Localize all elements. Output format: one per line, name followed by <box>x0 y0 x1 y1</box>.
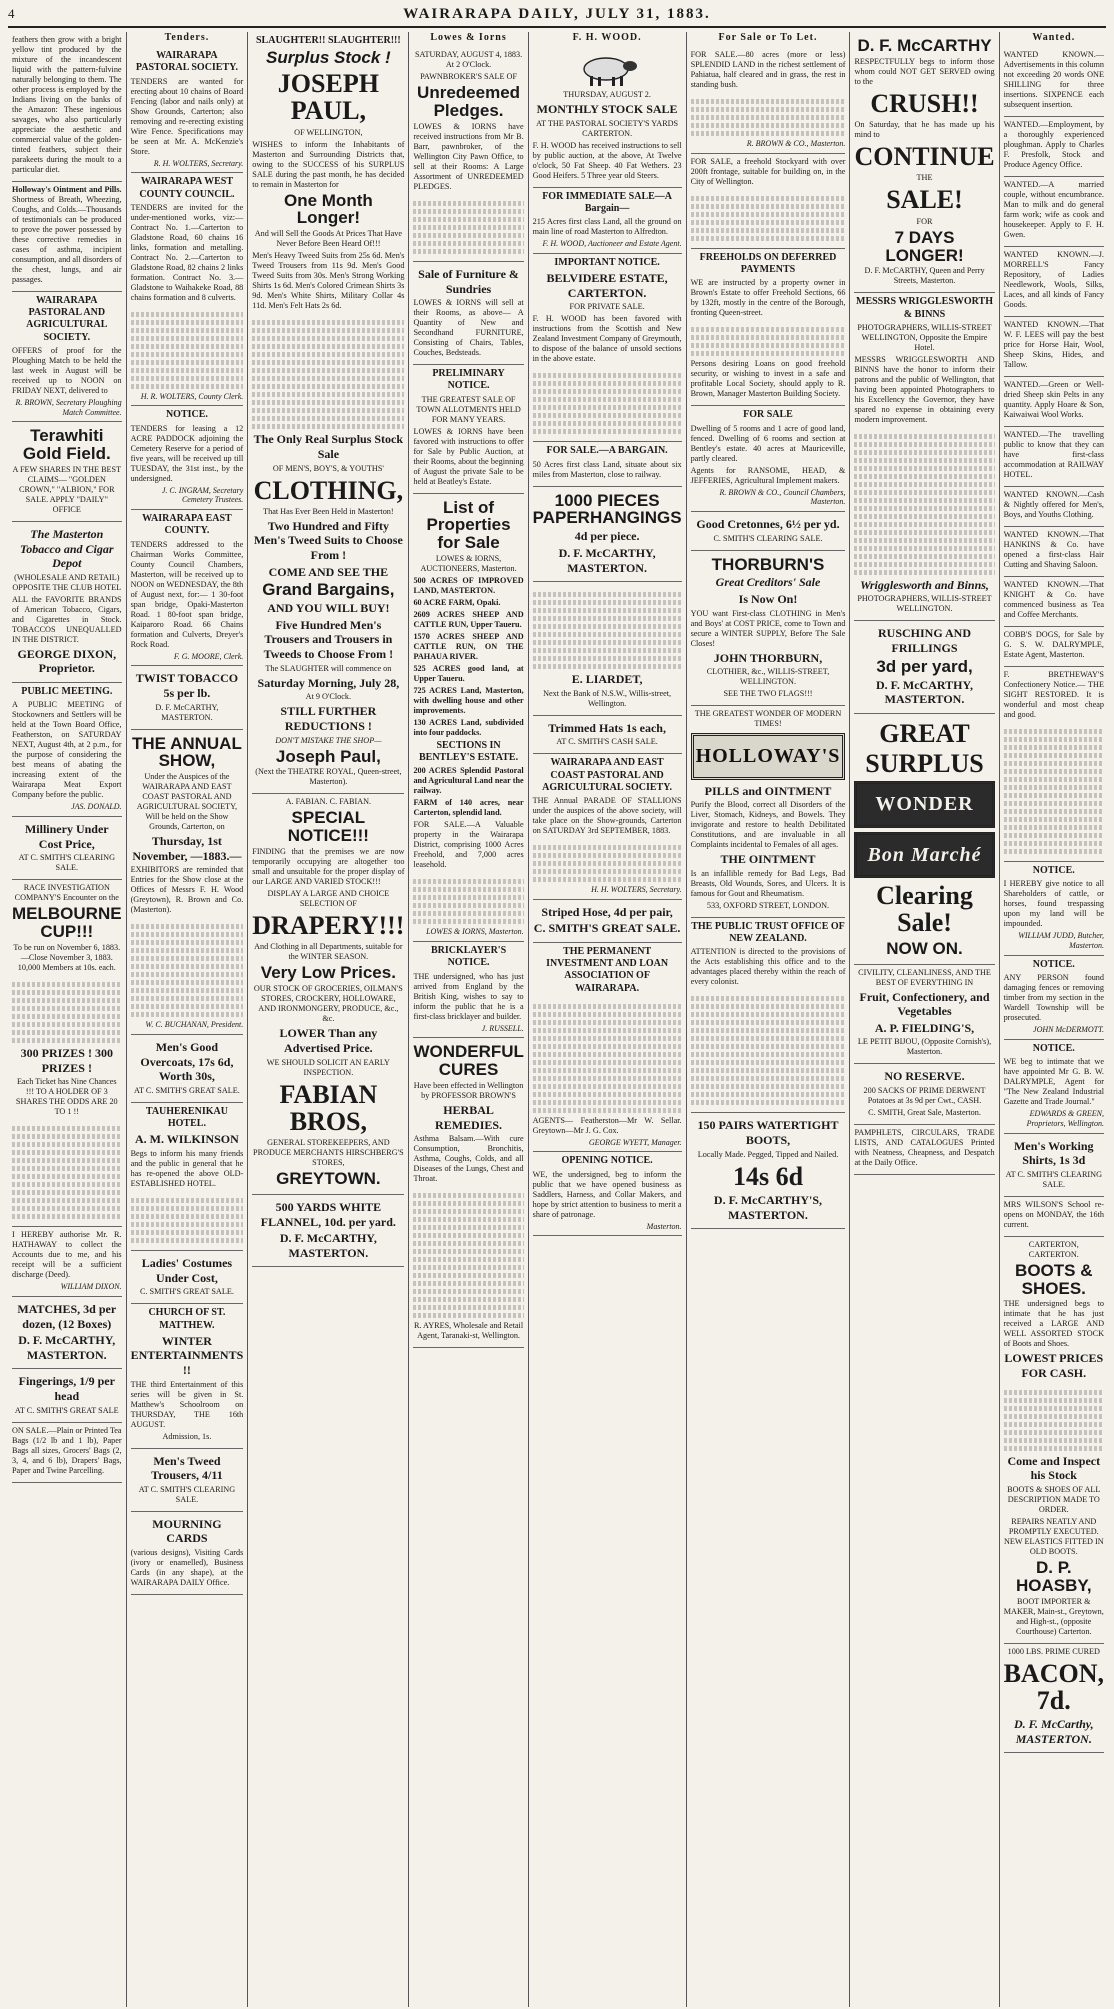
story-feathers: feathers then grow with a bright yellow tint produced by the mixture of the incandescent liquid with the pattern-fulvine naturally belonging to them. The other process is employed by the Indians living on the banks of the Amazon: These ingenious savages, who also particularly appreciate the aesthetic and commercial value of the golden-tinted feathers, subject their parakeets during the moult to a particular diet. <box>12 32 122 182</box>
stock-sale-ad: THURSDAY, AUGUST 2. MONTHLY STOCK SALE AT THE PASTORAL SOCIETY'S YARDS CARTERTON. F. H. WOOD has received instructions to sell by public auction, at the above, At Twelve o'clock, 50 Fat Sheep. 40 Fat Wethers. 23 Good Heifers. 5 Three year old Steers. <box>533 47 682 188</box>
cretonnes-ad: Good Cretonnes, 6½ per yd. C. SMITH'S CLEARING SALE. <box>691 512 846 551</box>
ruching-ad: RUSCHING AND FRILLINGS 3d per yard, D. F. McCARTHY, MASTERTON. <box>854 621 994 713</box>
wanted-ad: WANTED KNOWN.—J. MORRELL'S Fancy Repository, of Ladies Needlework, Wools, Silks, Laces, and all kinds of Fancy Goods. <box>1004 247 1104 317</box>
column-5 <box>529 32 687 2007</box>
flannel-ad: 500 YARDS WHITE FLANNEL, 10d. per yard. D. F. McCARTHY, MASTERTON. <box>252 1195 404 1268</box>
wanted-ad: WANTED KNOWN.—Advertisements in this column not exceeding 20 words ONE SHILLING for three insertions. SIXPENCE each subsequent insertion. <box>1004 47 1104 117</box>
trespass-notice: NOTICE. I HEREBY give notice to all Shareholders of cattle, or horses, found trespassing upon my land will be impounded. WILLIAM JUDD, Butcher, Masterton. <box>1004 862 1104 956</box>
newspaper-title: WAIRARAPA DAILY, JULY 31, 1883. <box>403 6 711 22</box>
dogs-ad: COBB'S DOGS, for Sale by G. S. W. DALRYMPLE, Estate Agent, Masterton. <box>1004 627 1104 667</box>
columns <box>8 32 1106 2007</box>
wanted-ad: WANTED.—Green or Well-dried Sheep skin Pelts in any quantity. Apply Hoare & Son, Kaiwaiwai Wool Works. <box>1004 377 1104 427</box>
column-6 <box>687 32 851 2007</box>
meeting-ad: PUBLIC MEETING. A PUBLIC MEETING of Stockowners and Settlers will be held at the Town Board Office, Featherston, on SATURDAY NEXT, August 4th, at 2 p.m., for the purpose of considering the best means of abating the increasing extent of the Wairarapa Meat Export Company before the public. JAS. DONALD. <box>12 683 122 817</box>
tender-fencing: WAIRARAPA PASTORAL SOCIETY. TENDERS are wanted for erecting about 10 chains of Board Fencing (labor and nails only) at Show Grounds, Carterton; also removing and re-erecting existing Wire Fence. Specifications may be seen at Mr. A. McKenzie's Store. R. H. WOLTERS, Secretary. <box>131 47 244 173</box>
costumes-ad: Ladies' Costumes Under Cost, C. SMITH'S GREAT SALE. <box>131 1251 244 1304</box>
melbourne-cup-ad: RACE INVESTIGATION COMPANY'S Encounter on the MELBOURNE CUP!!! To be run on November 6, 1883.—Close November 3, 1883. 10,000 Members at 10s. each. 300 PRIZES ! 300 PRIZES ! Each Ticket has Nine Chances !!! TO A HOLDER OF 3 SHARES THE ODDS ARE 20 TO 1 !! <box>12 880 122 1227</box>
stallion-parade-ad: WAIRARAPA AND EAST COAST PASTORAL AND AGRICULTURAL SOCIETY. THE Annual PARADE OF STALLIONS under the auspices of the above society, will take place on the Show-grounds, Carterton on SATURDAY 3rd SEPTEMBER, 1883. H. H. WOLTERS, Secretary. <box>533 754 682 899</box>
bargain-ad: FOR SALE.—A BARGAIN. 50 Acres first class Land, situate about six miles from Masterton, close to railway. <box>533 442 682 486</box>
herbal-remedies-ad: WONDERFUL CURES Have been effected in Wellington by PROFESSOR BROWN'S HERBAL REMEDIES. Asthma Balsam.—With cure Consumption, Bronchitis, Asthma, Coughs, Colds, and all Diseases of the Lungs, Chest and Throat. R. AYRES, Wholesale and Retail Agent, Taranaki-st, Wellington. <box>413 1038 523 1348</box>
holloway-item: Holloway's Ointment and Pills. Shortness of Breath, Wheezing, Coughs, and Colds.—Thousands of testimonials can be produced to prove the power possessed by these corrective remedies in cases of asthma, incipient consumption, and all disorders of the chest, lungs, and air passages. <box>12 182 122 292</box>
hotel-ad: TAUHERENIKAU HOTEL. A. M. WILKINSON Begs to inform his many friends and the public in general that he has re-opened the above OLD-ESTABLISHED HOTEL. <box>131 1103 244 1251</box>
wanted-ad: WANTED KNOWN.—That W. F. LEES will pay the best price for Horse Hair, Wool, Sheep Skins, Hides, and Tallow. <box>1004 317 1104 377</box>
mccarthy-sale-ad: D. F. McCARTHY RESPECTFULLY begs to inform those whom could NOT GET SERVED owing to the CRUSH!! On Saturday, that he has made up his mind to CONTINUE THE SALE! FOR 7 DAYS LONGER! D. F. McCARTHY, Queen and Perry Streets, Masterton. <box>854 32 994 293</box>
holloway-pills-ad: THE GREATEST WONDER OF MODERN TIMES! HOLLOWAY'S PILLS and OINTMENT Purify the Blood, correct all Disorders of the Liver, Stomach, Kidneys, and Bowels. They invigorate and restore to health Debilitated Constitutions, and are invaluable in all Complaints incidental to Females of all ages. THE OINTMENT Is an infallible remedy for Bad Legs, Bad Breasts, Old Wounds, Sores, and Ulcers. It is famous for Gout and Rheumatism. 533, OXFORD STREET, LONDON. <box>691 706 846 918</box>
fingerings-ad: Fingerings, 1/9 per head AT C. SMITH'S GREAT SALE <box>12 1369 122 1422</box>
agent-notice: NOTICE. WE beg to intimate that we have appointed Mr G. B. W. DALRYMPLE, Agent for "The New Zealand Industrial Gazette and Trade Journal." EDWARDS & GREEN, Proprietors, Wellington. <box>1004 1040 1104 1134</box>
striped-hose-ad: Striped Hose, 4d per pair, C. SMITH'S GREAT SALE. <box>533 900 682 943</box>
twist-tobacco-ad: TWIST TOBACCO 5s per lb. D. F. McCARTHY, MASTERTON. <box>131 666 244 729</box>
section-heading: F. H. WOOD. <box>572 32 642 43</box>
section-heading: For Sale or To Let. <box>718 32 818 43</box>
cemetery-notice: NOTICE. TENDERS for leasing a 12 ACRE PADDOCK adjoining the Cemetery Reserve for a period of five years, will be received up till TUESDAY, the 31st inst., by the undersigned. J. C. INGRAM, Secretary Cemetery Trustees. <box>131 406 244 510</box>
properties-list: List of Properties for Sale LOWES & IORNS, AUCTIONEERS, Masterton. 500 ACRES OF IMPROVED LAND, MASTERTON. 60 ACRE FARM, Opaki. 2609 ACRES SHEEP AND CATTLE RUN, Upper Taueru. 1570 ACRES SHEEP AND CATTLE RUN, ON THE PAHAUA RIVER. 525 ACRES good land, at Upper Taueru. 725 ACRES Land, Masterton, with dwelling house and other improvements. 130 ACRES Land, subdivided into four paddocks. SECTIONS IN BENTLEY'S ESTATE. 200 ACRES Splendid Pastoral and Agricultural Land near the railway. FARM of 140 acres, near Carterton, splendid land. FOR SALE.—A Valuable property in the Wairarapa District, comprising 1000 Acres Freehold, and 7,000 acres leasehold. LOWES & IORNS, Masterton. <box>413 494 523 943</box>
tobacco-ad: The Masterton Tobacco and Cigar Depot (WHOLESALE AND RETAIL) OPPOSITE THE CLUB HOTEL ALL the FAVORITE BRANDS of American Tobacco, Cigars, and Cigarettes in Stock. TOBACCOS UNEQUALLED IN THE DISTRICT. GEORGE DIXON, Proprietor. <box>12 522 122 683</box>
sheep-illustration-icon <box>572 52 642 88</box>
school-notice: MRS WILSON'S School re-opens on MONDAY, the 16th current. <box>1004 1197 1104 1237</box>
working-shirts-ad: Men's Working Shirts, 1s 3d AT C. SMITH'S CLEARING SALE. <box>1004 1134 1104 1197</box>
bacon-ad: 1000 LBS. PRIME CURED BACON, 7d. D. F. McCarthy, MASTERTON. <box>1004 1644 1104 1754</box>
bags-ad: ON SALE.—Plain or Printed Tea Bags (1/2 lb and 1 lb), Paper Bags all sizes, Grocers' Bags (2, 3, 4, and 6 lb), Drapers' Bags, Paper and Twine Parcelling. <box>12 1423 122 1483</box>
potatoes-ad: NO RESERVE. 200 SACKS OF PRIME DERWENT Potatoes at 3s 9d per Cwt., CASH. C. SMITH, Great Sale, Masterton. <box>854 1064 994 1125</box>
column-4 <box>409 32 528 2007</box>
pawn-sale-ad: SATURDAY, AUGUST 4, 1883. At 2 O'Clock. PAWNBROKER'S SALE OF Unredeemed Pledges. LOWES & IORNS have received instructions from Mr B. Barr, pawnbroker, of the Wellington City Pawn Office, to sell at their Rooms: A Large Assortment of UNREDEEMED PLEDGES. <box>413 47 523 262</box>
freeholds-ad: FREEHOLDS ON DEFERRED PAYMENTS WE are instructed by a property owner in Brown's Estate to offer Freehold Sections, 66 by 132ft, mostly in the centre of the Borough, fronting Queen-street. Persons desiring Loans on good freehold security, or wishing to invest in a safe and profitable Local Society, should apply to R. Brown, Manager Masterton Building Society. <box>691 249 846 406</box>
annual-show-ad: THE ANNUAL SHOW, Under the Auspices of the WAIRARAPA AND EAST COAST PASTORAL AND AGRICULTURAL SOCIETY, Will be held on the Show Grounds, Carterton, on Thursday, 1st November, —1883.— EXHIBITORS are reminded that Entries for the Show close at the Offices of Messrs F. H. Wood (Greytown), R. Brown and Co. (Masterton). W. C. BUCHANAN, President. <box>131 730 244 1036</box>
bon-marche-ad: GREAT SURPLUS WONDER Bon Marché Clearing Sale! NOW ON. <box>854 714 994 965</box>
wonder-banner: WONDER <box>854 781 994 827</box>
goldfield-ad: Terawhiti Gold Field. A FEW SHARES IN THE BEST CLAIMS— "GOLDEN CROWN," "ALBION," FOR SALE. APPLY "DAILY" OFFICE <box>12 422 122 522</box>
society-ad: WAIRARAPA PASTORAL AND AGRICULTURAL SOCIETY. OFFERS of proof for the Ploughing Match to be held the last week in August will be received up to NOON on FRIDAY NEXT, delivered to R. BROWN, Secretary Ploughing Match Committee. <box>12 292 122 422</box>
page-number: 4 <box>8 6 15 21</box>
public-trust-ad: THE PUBLIC TRUST OFFICE OF NEW ZEALAND. ATTENTION is directed to the provisions of the Acts establishing this office and to the advantages placed thereby within the reach of every colonist. <box>691 918 846 1113</box>
bon-marche-banner: Bon Marché <box>854 832 994 878</box>
tender-county-west: WAIRARAPA WEST COUNTY COUNCIL. TENDERS are invited for the under-mentioned works, viz:— Contract No. 1.—Carterton to Gladstone Road, 60 chains 16 links, formation and metalling. Contract No. 2.—Carterton to Gladstone Road, 82 chains 2 links formation. Contract No. 3.—Gladstone to Waihakeke Road, 88 chains formation and 8 culverts. H. R. WOLTERS, County Clerk. <box>131 173 244 406</box>
preliminary-notice: PRELIMINARY NOTICE. THE GREATEST SALE OF TOWN ALLOTMENTS HELD FOR MANY YEARS. LOWES & IORNS have been favored with instructions to offer for Sale by Public Auction, at their Rooms, about the beginning of August the private Sale to be held at Beatley's Estate. <box>413 365 523 493</box>
matches-ad: MATCHES, 3d per dozen, (12 Boxes) D. F. McCARTHY, MASTERTON. <box>12 1297 122 1370</box>
wanted-ad: WANTED KNOWN.—Cash & Nightly offered for Men's, Boys, and Youths Clothing. <box>1004 487 1104 527</box>
thorburn-ad: THORBURN'S Great Creditors' Sale Is Now On! YOU want First-class CLOTHING in Men's and Boys' at COST PRICE, come to Town and secure a WINTER SUPPLY, Before The Sale Closes! JOHN THORBURN, CLOTHIER, &c., WILLIS-STREET, WELLINGTON. SEE THE TWO FLAGS!!! <box>691 551 846 707</box>
pamphlets-ad: PAMPHLETS, CIRCULARS, TRADE LISTS, AND CATALOGUES Printed with Neatness, Cheapness, and Despatch at the Daily Office. <box>854 1125 994 1175</box>
wanted-ad: WANTED.—Employment, by a thoroughly experienced ploughman. Apply to Charles F. Presfolk, Stock and Produce Agency Office. <box>1004 117 1104 177</box>
bretheway-ad: F. BRETHEWAY'S Confectionery Notice.— THE SIGHT RESTORED. It is wonderful and most cheap and good. <box>1004 667 1104 862</box>
watertight-boots-ad: 150 PAIRS WATERTIGHT BOOTS, Locally Made. Pegged, Tipped and Nailed. 14s 6d D. F. McCARTHY'S, MASTERTON. <box>691 1113 846 1229</box>
paperhangings-ad: 1000 PIECES PAPERHANGINGS 4d per piece. D. F. McCARTHY, MASTERTON. <box>533 487 682 583</box>
wanted-ad: WANTED.—A married couple, without encumbrance. Man to milk and do general farm work; wife as cook and housekeeper. Apply to F. H. Gwen. <box>1004 177 1104 247</box>
mourning-cards-ad: MOURNING CARDS (various designs), Visiting Cards (ivory or enamelled), Business Cards (in any shape), at the WAIRARAPA DAILY Office. <box>131 1512 244 1595</box>
joseph-paul-ad: SLAUGHTER!! SLAUGHTER!!! Surplus Stock ! JOSEPH PAUL, OF WELLINGTON, WISHES to inform the Inhabitants of Masterton and Surrounding Districts that, owing to the SUCCESS of his SURPLUS SALE during the past month, he has decided to remain in Masterton for One Month Longer! And will Sell the Goods At Prices That Have Never Before Been Heard Of!!! Men's Heavy Tweed Suits from 25s 6d. Men's Tweed Trousers from 11s 9d. Men's Good Tweed Suits from 30s. Men's Strong Working Shirts 1s 6d. Men's Colored Crimean Shirts 3s 9d. Men's White Shirts, Military Collar 4s 11d. Men's Felt Hats 2s 6d. The Only Real Surplus Stock Sale OF MEN'S, BOY'S, & YOUTHS' CLOTHING, That Has Ever Been Held in Masterton! Two Hundred and Fifty Men's Tweed Suits to Choose From ! COME AND SEE THE Grand Bargains, AND YOU WILL BUY! Five Hundred Men's Trousers and Trousers in Tweeds to Choose From ! The SLAUGHTER will commence on Saturday Morning, July 28, At 9 O'Clock. STILL FURTHER REDUCTIONS ! DON'T MISTAKE THE SHOP— Joseph Paul, (Next the THEATRE ROYAL, Queen-street, Masterton). <box>252 32 404 794</box>
wanted-ad: WANTED KNOWN.—That HANKINS & Co. have opened a first-class Hair Cutting and Shaving Saloon. <box>1004 527 1104 577</box>
loan-association-ad: THE PERMANENT INVESTMENT AND LOAN ASSOCIATION OF WAIRARAPA. AGENTS— Featherston—Mr W. Sellar. Greytown—Mr J. G. Cox. GEORGE WYETT, Manager. <box>533 943 682 1153</box>
opening-notice: OPENING NOTICE. WE, the undersigned, beg to inform the public that we have opened business as Saddlers, Harness, and Collar Makers, and hope by strict attention to business to merit a share of patronage. Masterton. <box>533 1152 682 1236</box>
wanted-ad: WANTED KNOWN.—That KNIGHT & Co. have commenced business as Tea and Coffee Merchants. <box>1004 577 1104 627</box>
liardet-ad: E. LIARDET, Next the Bank of N.S.W., Willis-street, Wellington. <box>533 582 682 716</box>
fence-notice: NOTICE. ANY PERSON found damaging fences or removing timber from my section in the Wardell Township will be prosecuted. JOHN McDERMOTT. <box>1004 956 1104 1040</box>
overcoats-ad: Men's Good Overcoats, 17s 6d, Worth 30s, AT C. SMITH'S GREAT SALE. <box>131 1035 244 1103</box>
section-heading: Wanted. <box>1032 32 1076 43</box>
column-7 <box>850 32 999 2007</box>
section-heading: Tenders. <box>164 32 210 43</box>
column-1 <box>8 32 127 2007</box>
column-2 <box>127 32 249 2007</box>
immediate-sale-ad: FOR IMMEDIATE SALE—A Bargain— 215 Acres first class Land, all the ground on main line of road Masterton to Alfredton. F. H. WOOD, Auctioneer and Estate Agent. <box>533 188 682 254</box>
tweed-trousers-ad: Men's Tweed Trousers, 4/11 AT C. SMITH'S CLEARING SALE. <box>131 1449 244 1512</box>
fielding-ad: CIVILITY, CLEANLINESS, AND THE BEST OF EVERYTHING IN Fruit, Confectionery, and Vegetables A. P. FIELDING'S, LE PETIT BIJOU, (Opposite Cornish's), Masterton. <box>854 965 994 1065</box>
boots-shoes-ad: CARTERTON, CARTERTON. BOOTS & SHOES. THE undersigned begs to intimate that he has just received a LARGE AND WELL ASSORTED STOCK of Boots and Shoes. LOWEST PRICES FOR CASH. Come and Inspect his Stock BOOTS & SHOES OF ALL DESCRIPTION MADE TO ORDER. REPAIRS NEATLY AND PROMPTLY EXECUTED. NEW ELASTICS FITTED IN OLD BOOTS. D. P. HOASBY, BOOT IMPORTER & MAKER, Main-st., Greytown, and High-st., (opposite Courthouse) Carterton. <box>1004 1237 1104 1644</box>
column-8 <box>1000 32 1108 2007</box>
church-ad: CHURCH OF ST. MATTHEW. WINTER ENTERTAINMENTS !! THE third Entertainment of this series will be given in St. Matthew's Schoolroom on THURSDAY, THE 16th AUGUST. Admission, 1s. <box>131 1304 244 1448</box>
holloway-banner: HOLLOWAY'S <box>691 733 846 779</box>
belvidere-estate-ad: IMPORTANT NOTICE. BELVIDERE ESTATE, CARTERTON. FOR PRIVATE SALE. F. H. WOOD has been favored with instructions from the Scottish and New Zealand Investment Company of Greymouth, to dispose of the balance of unsold sections in the above estate. <box>533 254 682 442</box>
stockyard-ad: FOR SALE, a freehold Stockyard with over 200ft frontage, suitable for building on, in the City of Wellington. <box>691 154 846 249</box>
tender-county-east: WAIRARAPA EAST COUNTY. TENDERS addressed to the Chairman Works Committee, County Council Chambers, Masterton, will be received up to NOON on WEDNESDAY, the 8th of August next, for:— 1 30-foot span bridge, Opaki-Masterton Road. 1 80-foot span bridge, Kaiparoro Road. 66 Chains formation and Culverts, Dreyer's Rock Road. F. G. MOORE, Clerk. <box>131 510 244 666</box>
section-heading: Lowes & Iorns <box>430 32 507 43</box>
photographers-ad: MESSRS WRIGGLESWORTH & BINNS PHOTOGRAPHERS, WILLIS-STREET WELLINGTON, Opposite the Empire Hotel. MESSRS WRIGGLESWORTH AND BINNS have the honor to inform their patrons and the public of Wellington, that having been appointed Photographers to his Excellency the Governor, they have spared no expense in obtaining every modern improvement. Wrigglesworth and Binns, PHOTOGRAPHERS, WILLIS-STREET WELLINGTON. <box>854 293 994 621</box>
pahiatua-land-ad: FOR SALE.—80 acres (more or less) SPLENDID LAND in the richest settlement of Pahiatua, half cleared and in grass, the rest in standing bush. R. BROWN & CO., Masterton. <box>691 47 846 154</box>
fabian-ad: A. FABIAN. C. FABIAN. SPECIAL NOTICE!!! FINDING that the premises we are now temporarily occupying are altogether too small and unsuitable for the proper display of our LARGE AND VARIED STOCK!!! DISPLAY A LARGE AND CHOICE SELECTION OF DRAPERY!!! And Clothing in all Departments, suitable for the WINTER SEASON. Very Low Prices. OUR STOCK OF GROCERIES, OILMAN'S STORES, CROCKERY, HOLLOWARE, AND IRONMONGERY, PRODUCE, &c., &c. LOWER Than any Advertised Price. WE SHOULD SOLICIT AN EARLY INSPECTION. FABIAN BROS, GENERAL STOREKEEPERS, AND PRODUCE MERCHANTS HIRSCHBERG'S STORES, GREYTOWN. <box>252 794 404 1195</box>
masthead <box>8 6 1106 28</box>
furniture-sale-ad: Sale of Furniture & Sundries LOWES & IORNS will sell at their Rooms, as above— A Quantity of New and Secondhand FURNITURE, Consisting of Chairs, Tables, Couches, Bedsteads. <box>413 262 523 365</box>
bricklayer-notice: BRICKLAYER'S NOTICE. THE undersigned, who has just arrived from England by the British King, wishes to say to inform the public that he is a first-class bricklayer and builder. J. RUSSELL. <box>413 942 523 1038</box>
millinery-ad: Millinery Under Cost Price, AT C. SMITH'S CLEARING SALE. <box>12 817 122 880</box>
trimmed-hats-ad: Trimmed Hats 1s each, AT C. SMITH'S CASH SALE. <box>533 716 682 755</box>
hathaway-notice: I HEREBY authorise Mr. R. HATHAWAY to collect the Accounts due to me, and his receipt will be a sufficient discharge (Deed). WILLIAM DIXON. <box>12 1227 122 1297</box>
column-3 <box>248 32 409 2007</box>
wanted-ad: WANTED.—The travelling public to know that they can have first-class accommodation at RAILWAY HOTEL. <box>1004 427 1104 487</box>
dwellings-for-sale-ad: FOR SALE Dwelling of 5 rooms and 1 acre of good land, fenced. Dwelling of 6 rooms and section at Bentley's estate. 40 acres at Mauriceville, partly cleared. Agents for RANSOME, HEAD, & JEFFERIES, Agricultural Implement makers. R. BROWN & CO., Council Chambers, Masterton. <box>691 406 846 512</box>
